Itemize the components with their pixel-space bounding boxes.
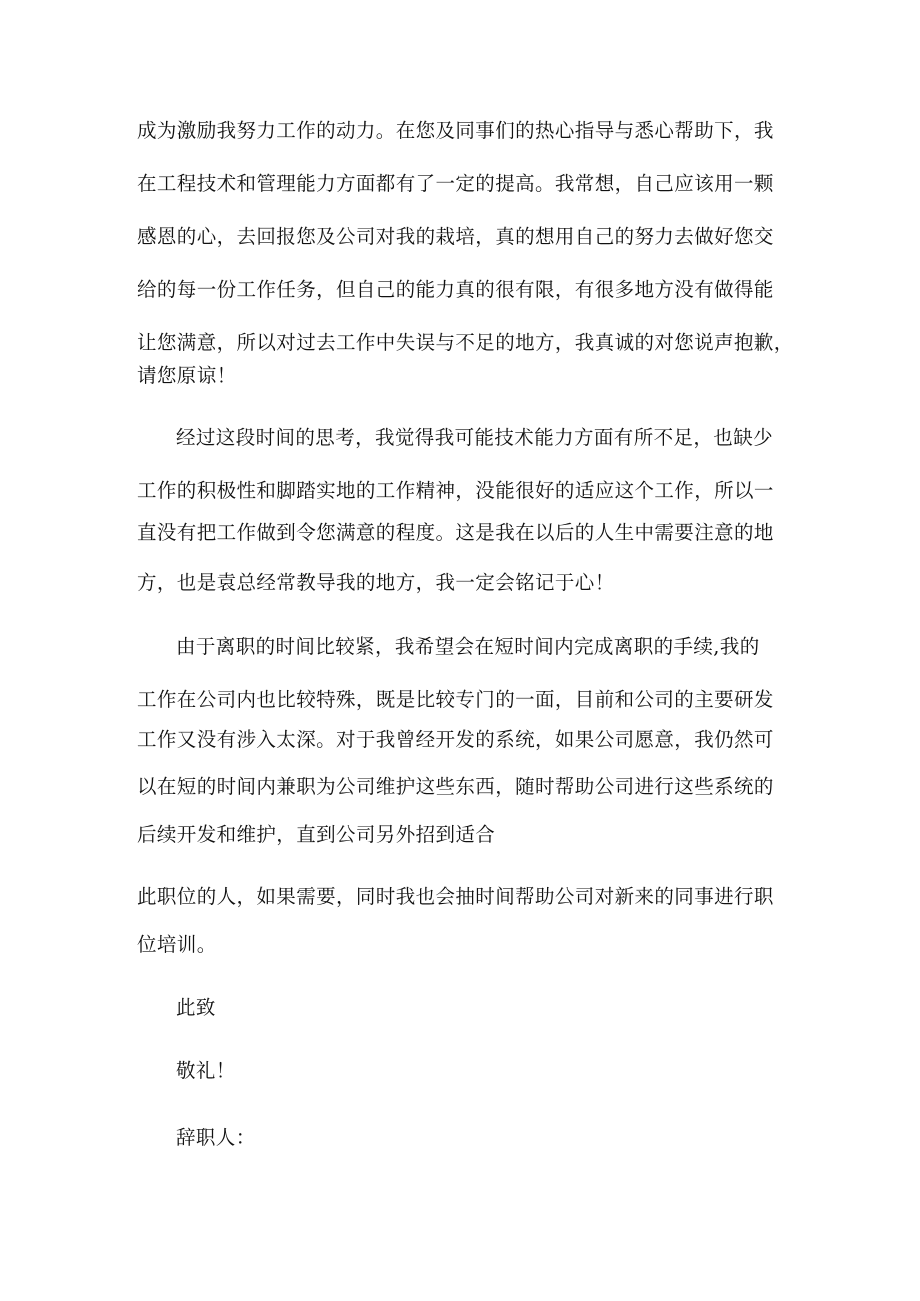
paragraph-1-line-6: 请您原谅！	[137, 364, 237, 387]
paragraph-3-line-4: 以在短的时间内兼职为公司维护这些东西，随时帮助公司进行这些系统的	[137, 775, 774, 798]
paragraph-4-line-2: 位培训。	[137, 933, 217, 956]
paragraph-3-line-3: 工作又没有涉入太深。对于我曾经开发的系统，如果公司愿意，我仍然可	[137, 728, 774, 751]
paragraph-1-line-1: 成为激励我努力工作的动力。在您及同事们的热心指导与悉心帮助下，我	[137, 119, 774, 142]
paragraph-1-line-4: 给的每一份工作任务，但自己的能力真的很有限，有很多地方没有做得能	[137, 278, 774, 301]
paragraph-2-line-3: 直没有把工作做到令您满意的程度。这是我在以后的人生中需要注意的地	[137, 521, 774, 544]
paragraph-2-line-4: 方，也是袁总经常教导我的地方，我一定会铭记于心！	[137, 571, 615, 594]
closing-respect: 敬礼！	[176, 1059, 236, 1082]
paragraph-3-line-1: 由于离职的时间比较紧，我希望会在短时间内完成离职的手续,我的	[176, 635, 760, 658]
paragraph-1-line-5: 让您满意，所以对过去工作中失误与不足的地方，我真诚的对您说声抱歉，	[137, 331, 794, 354]
paragraph-3-line-2: 工作在公司内也比较特殊，既是比较专门的一面，目前和公司的主要研发	[137, 688, 774, 711]
paragraph-4-line-1: 此职位的人，如果需要，同时我也会抽时间帮助公司对新来的同事进行职	[137, 885, 774, 908]
closing-salutation: 此致	[176, 996, 216, 1019]
paragraph-1-line-3: 感恩的心，去回报您及公司对我的栽培，真的想用自己的努力去做好您交	[137, 225, 774, 248]
paragraph-3-line-5: 后续开发和维护，直到公司另外招到适合	[137, 823, 496, 846]
paragraph-2-line-1: 经过这段时间的思考，我觉得我可能技术能力方面有所不足，也缺少	[176, 426, 774, 449]
paragraph-1-line-2: 在工程技术和管理能力方面都有了一定的提高。我常想，自己应该用一颗	[137, 172, 774, 195]
signature-label: 辞职人：	[176, 1126, 256, 1149]
paragraph-2-line-2: 工作的积极性和脚踏实地的工作精神，没能很好的适应这个工作，所以一	[137, 479, 774, 502]
